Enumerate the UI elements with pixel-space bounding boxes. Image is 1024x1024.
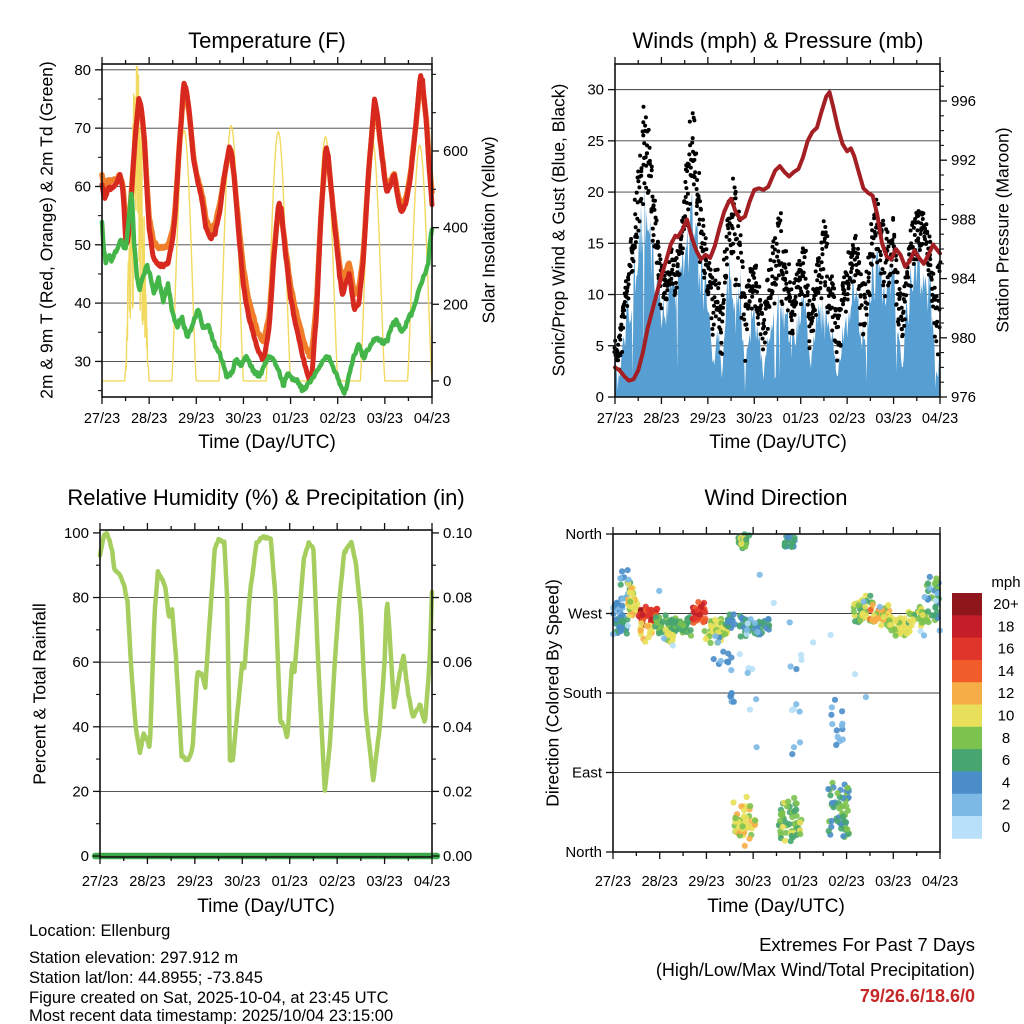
svg-text:North: North <box>565 526 602 543</box>
svg-text:01/23: 01/23 <box>271 874 308 890</box>
svg-text:6: 6 <box>1001 752 1011 770</box>
svg-text:29/23: 29/23 <box>176 874 214 890</box>
svg-text:North: North <box>565 844 602 861</box>
colorbar-units-label: mph <box>991 574 1021 591</box>
wind-gust-y-axis-label: Sonic/Prop Wind & Gust (Blue, Black) <box>548 83 569 377</box>
svg-text:0: 0 <box>443 372 452 390</box>
svg-text:27/23: 27/23 <box>594 874 632 890</box>
svg-text:27/23: 27/23 <box>81 874 119 890</box>
svg-text:30/23: 30/23 <box>734 874 772 890</box>
data-timestamp-text: Most recent data timestamp: 2025/10/04 23:15:00 <box>29 1007 394 1024</box>
svg-text:01/23: 01/23 <box>781 874 819 890</box>
panel-humidity_precip <box>64 523 472 890</box>
temperature-x-axis-label: Time (Day/UTC) <box>198 432 336 453</box>
svg-text:40: 40 <box>74 295 91 313</box>
svg-text:29/23: 29/23 <box>178 411 215 427</box>
temperature-y-axis-label: 2m & 9m T (Red, Orange) & 2m Td (Green) <box>36 61 57 399</box>
extremes-subtitle: (High/Low/Max Wind/Total Precipitation) <box>655 960 975 980</box>
svg-text:984: 984 <box>951 270 977 288</box>
humidity-y-axis-label: Percent & Total Rainfall <box>29 603 50 785</box>
svg-text:30/23: 30/23 <box>736 411 773 427</box>
svg-text:0: 0 <box>1001 819 1011 836</box>
svg-text:01/23: 01/23 <box>272 411 309 427</box>
svg-text:988: 988 <box>951 211 977 229</box>
svg-text:30/23: 30/23 <box>225 411 262 427</box>
winds-x-axis-label: Time (Day/UTC) <box>709 432 847 453</box>
svg-text:80: 80 <box>72 589 89 607</box>
svg-text:0.06: 0.06 <box>443 654 473 672</box>
wind-direction-panel-title: Wind Direction <box>704 485 848 510</box>
svg-text:03/23: 03/23 <box>366 411 404 427</box>
svg-text:16: 16 <box>997 640 1015 658</box>
svg-text:50: 50 <box>74 236 91 254</box>
svg-text:0.00: 0.00 <box>443 848 473 866</box>
winds-pressure-panel-title: Winds (mph) & Pressure (mb) <box>632 28 924 53</box>
panel-wind_direction <box>563 526 958 890</box>
station-pressure-axis-label: Station Pressure (Maroon) <box>992 127 1013 333</box>
svg-text:20: 20 <box>72 783 89 801</box>
svg-text:4: 4 <box>1001 774 1011 792</box>
svg-text:2: 2 <box>1001 796 1011 814</box>
svg-text:South: South <box>562 685 602 702</box>
solar-insolation-axis-label: Solar Insolation (Yellow) <box>478 136 499 324</box>
svg-text:14: 14 <box>997 662 1015 680</box>
svg-text:0.10: 0.10 <box>443 524 473 542</box>
svg-text:East: East <box>571 764 602 782</box>
station-elevation-text: Station elevation: 297.912 m <box>29 949 239 967</box>
svg-text:20: 20 <box>587 184 604 202</box>
svg-text:80: 80 <box>74 61 91 79</box>
svg-text:70: 70 <box>74 120 91 138</box>
svg-text:5: 5 <box>595 337 604 355</box>
svg-text:600: 600 <box>443 142 469 160</box>
svg-text:02/23: 02/23 <box>828 874 865 890</box>
svg-text:0.04: 0.04 <box>443 718 473 736</box>
svg-text:10: 10 <box>997 707 1015 725</box>
svg-text:20+: 20+ <box>993 596 1019 613</box>
svg-text:60: 60 <box>72 654 89 672</box>
svg-text:04/23: 04/23 <box>413 411 451 427</box>
wind-direction-x-axis-label: Time (Day/UTC) <box>707 896 845 917</box>
panel-temperature <box>74 57 468 427</box>
svg-text:28/23: 28/23 <box>130 411 168 427</box>
svg-text:28/23: 28/23 <box>129 874 166 890</box>
svg-text:28/23: 28/23 <box>643 411 680 427</box>
panel-winds_pressure <box>587 57 976 427</box>
svg-text:01/23: 01/23 <box>782 411 819 427</box>
temperature-panel-title: Temperature (F) <box>188 28 346 53</box>
svg-text:10: 10 <box>587 286 604 304</box>
extremes-value: 79/26.6/18.6/0 <box>859 986 975 1006</box>
humidity-precip-panel-title: Relative Humidity (%) & Precipitation (in) <box>67 485 465 510</box>
svg-text:996: 996 <box>951 93 977 110</box>
svg-text:02/23: 02/23 <box>318 874 356 890</box>
svg-text:29/23: 29/23 <box>688 874 725 890</box>
figure-created-text: Figure created on Sat, 2025-10-04, at 23:45 UTC <box>29 989 389 1007</box>
svg-text:West: West <box>568 605 602 623</box>
svg-text:40: 40 <box>72 718 89 736</box>
station-location-text: Location: Ellenburg <box>29 922 171 940</box>
speed-colorbar <box>952 593 1019 839</box>
svg-text:30/23: 30/23 <box>224 874 261 890</box>
svg-text:25: 25 <box>587 132 604 150</box>
svg-text:8: 8 <box>1001 729 1011 747</box>
svg-text:980: 980 <box>951 329 977 347</box>
svg-text:12: 12 <box>997 685 1015 703</box>
svg-text:03/23: 03/23 <box>875 411 912 427</box>
svg-text:27/23: 27/23 <box>596 411 634 427</box>
svg-text:02/23: 02/23 <box>828 411 866 427</box>
svg-text:0.08: 0.08 <box>443 589 473 607</box>
svg-text:28/23: 28/23 <box>641 874 678 890</box>
svg-text:30: 30 <box>587 81 604 99</box>
svg-text:30: 30 <box>74 353 91 371</box>
svg-text:60: 60 <box>74 178 91 196</box>
svg-text:27/23: 27/23 <box>83 411 121 427</box>
svg-text:04/23: 04/23 <box>921 411 959 427</box>
svg-text:992: 992 <box>951 152 977 170</box>
svg-text:976: 976 <box>951 389 977 406</box>
svg-text:15: 15 <box>587 235 604 253</box>
svg-text:0: 0 <box>80 848 89 866</box>
svg-text:03/23: 03/23 <box>875 874 912 890</box>
svg-text:04/23: 04/23 <box>921 874 959 890</box>
extremes-title: Extremes For Past 7 Days <box>759 934 975 955</box>
station-latlon-text: Station lat/lon: 44.8955; -73.845 <box>29 969 263 987</box>
svg-text:200: 200 <box>443 296 469 314</box>
svg-text:04/23: 04/23 <box>413 874 451 890</box>
svg-text:18: 18 <box>997 618 1015 636</box>
svg-text:100: 100 <box>63 524 89 542</box>
wind-direction-y-axis-label: Direction (Colored By Speed) <box>542 579 563 807</box>
svg-text:03/23: 03/23 <box>366 874 403 890</box>
svg-text:02/23: 02/23 <box>319 411 356 427</box>
svg-text:29/23: 29/23 <box>689 411 727 427</box>
svg-text:0.02: 0.02 <box>443 783 473 801</box>
humidity-x-axis-label: Time (Day/UTC) <box>197 896 335 917</box>
svg-text:0: 0 <box>595 389 604 406</box>
svg-text:400: 400 <box>443 219 469 237</box>
